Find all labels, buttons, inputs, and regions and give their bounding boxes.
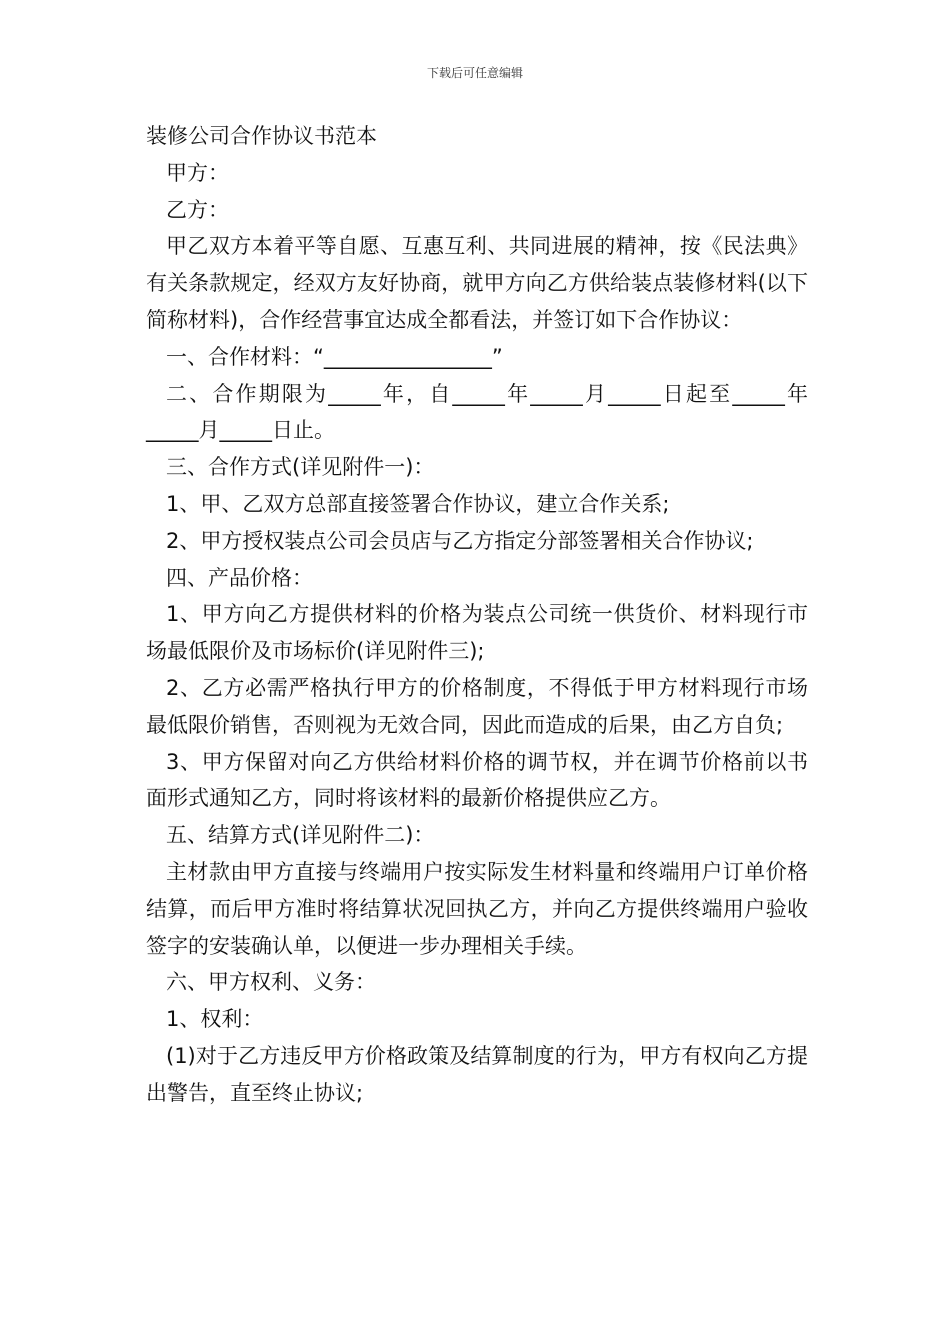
- clause-3-item-1: 1、甲、乙双方总部直接签署合作协议，建立合作关系;: [166, 491, 670, 516]
- clause-1-materials: 一、合作材料：“________________”: [166, 344, 503, 369]
- clause-4-item-3: 3、甲方保留对向乙方供给材料价格的调节权，并在调节价格前以书面形式通知乙方，同时将该材料的最新价格提供应乙方。: [146, 749, 808, 811]
- page-header: 下载后可任意编辑: [426, 66, 523, 80]
- document-title: 装修公司合作协议书范本: [146, 124, 377, 148]
- party-b-line: 乙方：: [166, 197, 229, 222]
- clause-4-heading: 四、产品价格：: [166, 565, 313, 590]
- clause-3-heading: 三、合作方式(详见附件一)：: [166, 455, 435, 480]
- document-body: [146, 118, 808, 1112]
- clause-6-heading: 六、甲方权利、义务：: [166, 970, 376, 995]
- clause-4-item-2: 2、乙方必需严格执行甲方的价格制度，不得低于甲方材料现行市场最低限价销售，否则视为无效合同，因此而造成的后果，由乙方自负;: [146, 675, 808, 737]
- preamble-paragraph: 甲乙双方本着平等自愿、互惠互利、共同进展的精神，按《民法典》有关条款规定，经双方友好协商，就甲方向乙方供给装点装修材料(以下简称材料)，合作经营事宜达成全都看法，并签订如下合作协议：: [146, 234, 808, 332]
- clause-2-term: 二、合作期限为_____年，自_____年_____月_____日起至_____年_____月_____日止。: [146, 381, 808, 443]
- clause-5-heading: 五、结算方式(详见附件二)：: [166, 823, 435, 848]
- clause-6-item-1-heading: 1、权利：: [166, 1007, 264, 1032]
- party-a-line: 甲方：: [166, 160, 229, 185]
- clause-5-paragraph: 主材款由甲方直接与终端用户按实际发生材料量和终端用户订单价格结算，而后甲方准时将结算状况回执乙方，并向乙方提供终端用户验收签字的安装确认单，以便进一步办理相关手续。: [146, 859, 808, 958]
- clause-4-item-1: 1、甲方向乙方提供材料的价格为装点公司统一供货价、材料现行市场最低限价及市场标价(详见附件三);: [146, 602, 808, 664]
- clause-3-item-2: 2、甲方授权装点公司会员店与乙方指定分部签署相关合作协议;: [166, 528, 754, 553]
- clause-6-item-1-sub-1: (1)对于乙方违反甲方价格政策及结算制度的行为，甲方有权向乙方提出警告，直至终止协议;: [146, 1043, 808, 1105]
